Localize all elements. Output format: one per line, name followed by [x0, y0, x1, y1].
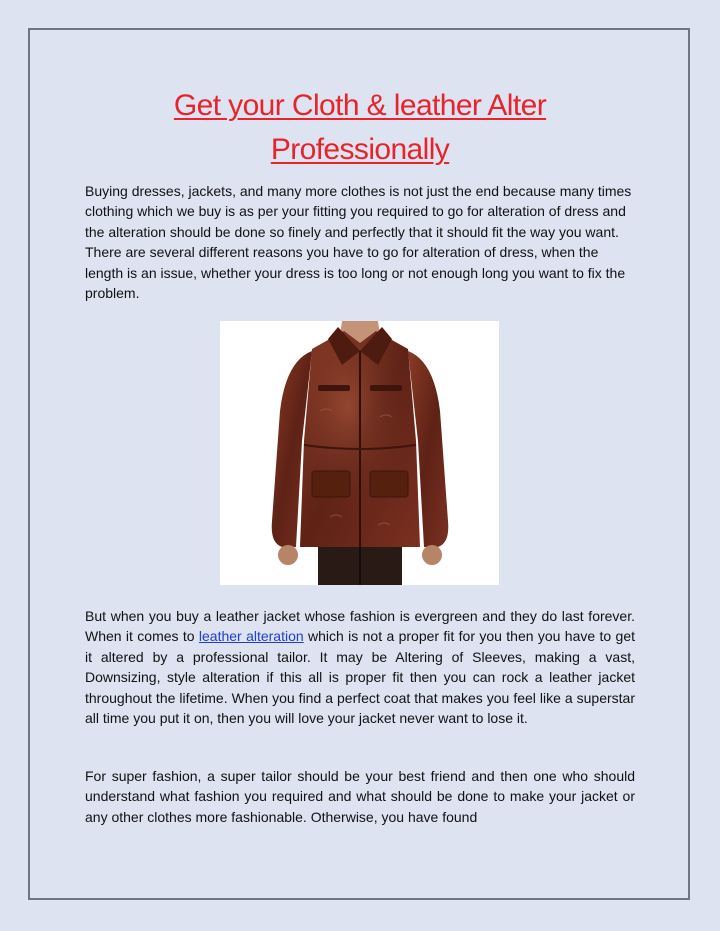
- paragraph2-text-before: But when you buy a leather jacket whose fashion is evergreen and they do last forever. When it comes to: [85, 608, 635, 645]
- paragraph-leather-alteration: [85, 606, 635, 728]
- paragraph-super-tailor: For super fashion, a super tailor should be your best friend and then one who should understand what fashion you required and what should be done to make your jacket or any other clothes more fashionable. Otherwise, you have found: [85, 768, 635, 825]
- document-title: [0, 84, 720, 172]
- title-line-2: Professionally: [270, 133, 450, 166]
- leather-jacket-photo: [220, 321, 499, 585]
- paragraph2-text-after: which is not a proper fit for you then you have to get it altered by a professional tailor. It may be Altering of Sleeves, making a vast, Downsizing, style alteration if this all is proper fit then you can rock a leather jacket throughout the lifetime. When you find a perfect coat that makes you feel like a superstar all time you put it on, then you will love your jacket never want to lose it.: [85, 628, 635, 727]
- leather-jacket-illustration: [220, 321, 499, 585]
- leather-alteration-link[interactable]: leather alteration: [198, 628, 304, 645]
- paragraph-intro: Buying dresses, jackets, and many more clothes is not just the end because many times clothing which we buy is as per your fitting you required to go for alteration of dress and the alteration should be done so finely and perfectly that it should fit the way you want. There are several different reasons you have to go for alteration of dress, when the length is an issue, whether your dress is too long or not enough long you want to fix the problem.: [85, 183, 632, 302]
- title-line-1: Get your Cloth & leather Alter: [173, 89, 547, 122]
